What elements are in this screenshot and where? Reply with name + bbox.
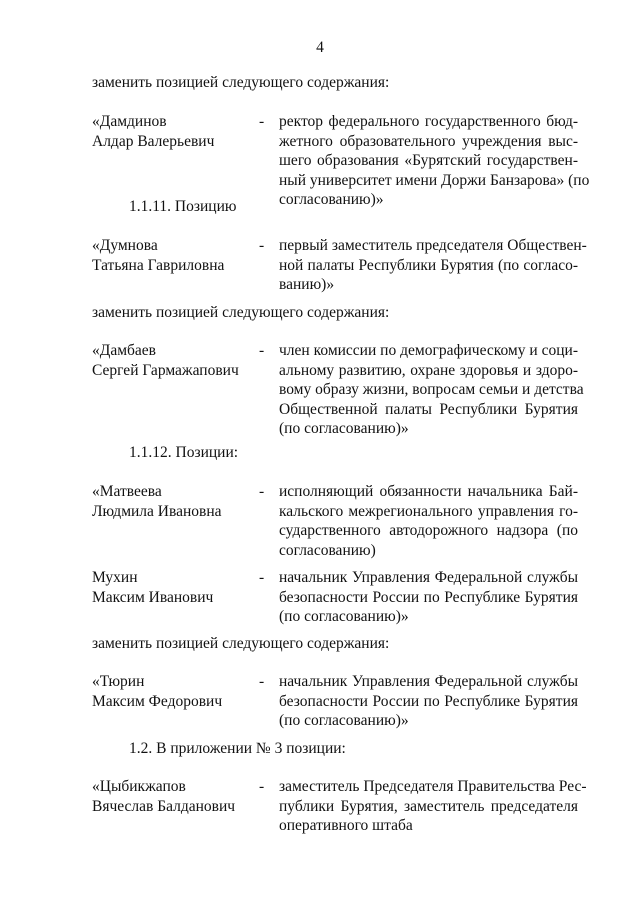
- person-given-names: Татьяна Гавриловна: [92, 256, 225, 274]
- subsection-heading: 1.2. В приложении № 3 позиции:: [129, 740, 346, 757]
- description-line: сударственного автодорожного надзора (по: [279, 522, 578, 539]
- description-line: вому образу жизни, вопросам семьи и детства: [279, 381, 584, 398]
- separator-dash: -: [259, 237, 265, 254]
- description-line: заместитель Председателя Правительства Рес-: [279, 778, 587, 795]
- person-name: [92, 112, 257, 151]
- description-line: исполняющий обязанности начальника Бай-: [279, 483, 578, 500]
- description-line: Общественной палаты Республики Бурятия: [279, 400, 578, 418]
- separator-dash: -: [259, 483, 265, 500]
- separator-dash: -: [259, 673, 265, 690]
- person-surname: «Дамбаев: [92, 342, 156, 359]
- separator-dash: -: [259, 342, 265, 359]
- position-description: [279, 568, 578, 627]
- position-description: [279, 777, 587, 836]
- person-name: [92, 568, 257, 607]
- person-surname: «Тюрин: [92, 673, 145, 690]
- person-surname: Мухин: [92, 569, 138, 586]
- description-line: согласованию)»: [279, 191, 384, 208]
- person-given-names: Сергей Гармажапович: [92, 361, 239, 379]
- person-name: [92, 777, 257, 816]
- position-description: [279, 672, 578, 731]
- description-line: шего образования «Бурятский государствен-: [279, 152, 578, 169]
- description-line: (по согласованию)»: [279, 712, 409, 729]
- separator-dash: -: [259, 569, 265, 586]
- replace-phrase: заменить позицией следующего содержания:: [92, 74, 390, 91]
- person-given-names: Алдар Валерьевич: [92, 132, 215, 150]
- person-surname: «Цыбикжапов: [92, 778, 186, 795]
- description-line: кальского межрегионального управления го-: [279, 502, 578, 520]
- description-line: жетного образовательного учреждения выс-: [279, 132, 578, 150]
- person-surname: «Дамдинов: [92, 113, 167, 130]
- person-name: [92, 482, 257, 521]
- person-given-names: Максим Иванович: [92, 588, 214, 606]
- description-line: альному развитию, охране здоровья и здоро-: [279, 361, 578, 379]
- description-line: начальник Управления Федеральной службы: [279, 569, 578, 586]
- person-name: [92, 341, 257, 380]
- person-name: [92, 236, 257, 275]
- page-number: 4: [316, 39, 324, 56]
- description-line: ванию)»: [279, 276, 335, 293]
- person-given-names: Людмила Ивановна: [92, 502, 222, 520]
- subsection-heading: 1.1.11. Позицию: [129, 198, 237, 215]
- description-line: (по согласованию)»: [279, 608, 409, 625]
- description-line: (по согласованию)»: [279, 420, 409, 437]
- description-line: член комиссии по демографическому и соци-: [279, 342, 578, 359]
- description-line: согласованию): [279, 541, 376, 559]
- person-surname: «Матвеева: [92, 483, 162, 500]
- description-line: безопасности России по Республике Бурятия: [279, 692, 578, 710]
- position-description: [279, 341, 584, 439]
- description-line: публики Бурятия, заместитель председателя: [279, 797, 578, 815]
- position-description: [279, 236, 587, 295]
- separator-dash: -: [259, 113, 265, 130]
- replace-phrase: заменить позицией следующего содержания:: [92, 635, 390, 652]
- position-description: [279, 112, 590, 210]
- description-line: безопасности России по Республике Бурятия: [279, 588, 578, 606]
- description-line: начальник Управления Федеральной службы: [279, 673, 578, 690]
- person-name: [92, 672, 257, 711]
- person-surname: «Думнова: [92, 237, 158, 254]
- replace-phrase: заменить позицией следующего содержания:: [92, 304, 390, 321]
- description-line: ной палаты Республики Бурятия (по согласо-: [279, 256, 578, 274]
- position-description: [279, 482, 578, 560]
- description-line: первый заместитель председателя Обществен-: [279, 237, 587, 254]
- separator-dash: -: [259, 778, 265, 795]
- description-line: ный университет имени Доржи Банзарова» (по: [279, 171, 590, 189]
- person-given-names: Вячеслав Балданович: [92, 797, 236, 815]
- subsection-heading: 1.1.12. Позиции:: [129, 444, 239, 461]
- description-line: оперативного штаба: [279, 817, 413, 834]
- person-given-names: Максим Федорович: [92, 692, 223, 710]
- description-line: ректор федерального государственного бюд-: [279, 113, 578, 130]
